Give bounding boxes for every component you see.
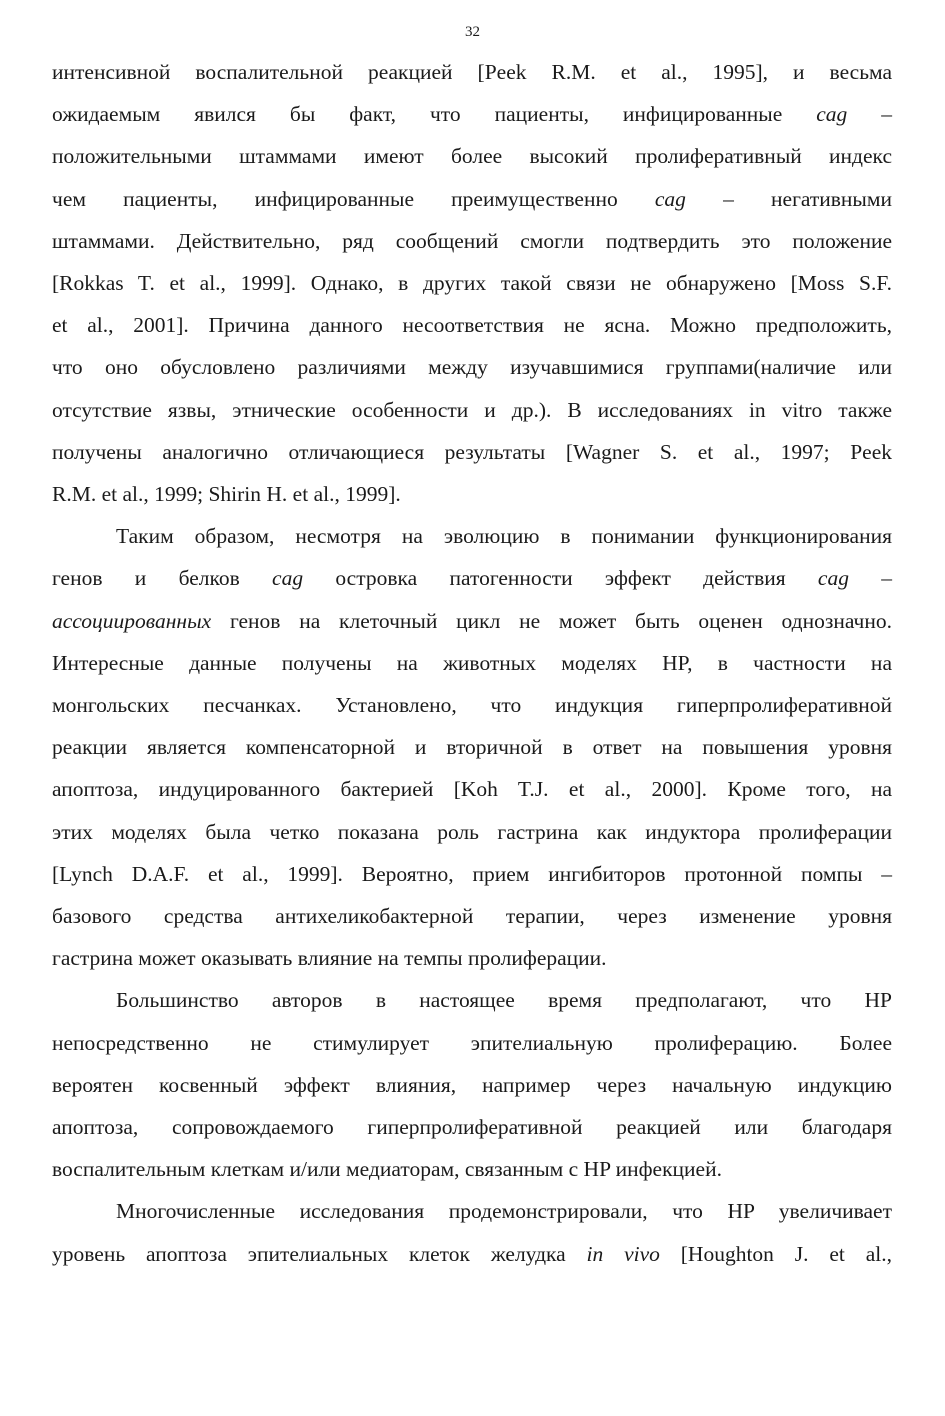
- text-run: этих моделях была четко показана роль гастрина как индуктора пролиферации: [52, 819, 892, 844]
- text-line: [52, 515, 892, 557]
- text-line: [52, 1233, 892, 1275]
- text-line: [52, 1022, 892, 1064]
- paragraph: [52, 979, 892, 1190]
- italic-term: ассоциированных: [52, 608, 212, 633]
- italic-term: cag: [654, 186, 686, 211]
- paragraph: [52, 1190, 892, 1274]
- text-line: [52, 262, 892, 304]
- text-run: гастрина может оказывать влияние на темпы пролиферации.: [52, 946, 607, 971]
- text-line: [52, 768, 892, 810]
- text-run: [Rokkas T. et al., 1999]. Однако, в других такой связи не обнаружено [Moss S.F.: [52, 271, 892, 296]
- text-run: штаммами. Действительно, ряд сообщений смогли подтвердить это положение: [52, 228, 892, 253]
- text-run: реакции является компенсаторной и вторичной в ответ на повышения уровня: [52, 735, 892, 760]
- document-body: [52, 51, 892, 1275]
- text-line: [52, 473, 892, 515]
- text-run: Большинство авторов в настоящее время предполагают, что HP: [116, 988, 892, 1013]
- text-line: [52, 895, 892, 937]
- text-run: апоптоза, индуцированного бактерией [Koh T.J. et al., 2000]. Кроме того, на: [52, 777, 892, 802]
- text-line: [52, 93, 892, 135]
- text-line: [52, 937, 892, 979]
- text-run: монгольских песчанках. Установлено, что индукция гиперпролиферативной: [52, 693, 892, 718]
- text-run: вероятен косвенный эффект влияния, например через начальную индукцию: [52, 1072, 892, 1097]
- text-line: [52, 304, 892, 346]
- text-run: [Houghton J. et al.,: [659, 1241, 892, 1266]
- text-line: [52, 178, 892, 220]
- text-line: [52, 1148, 892, 1190]
- text-run: [Lynch D.A.F. et al., 1999]. Вероятно, прием ингибиторов протонной помпы –: [52, 861, 892, 886]
- italic-term: cag: [817, 566, 849, 591]
- text-run: непосредственно не стимулирует эпителиальную пролиферацию. Более: [52, 1030, 892, 1055]
- text-run: R.M. et al., 1999; Shirin H. et al., 1999].: [52, 482, 401, 507]
- text-run: получены аналогично отличающиеся результаты [Wagner S. et al., 1997; Peek: [52, 439, 892, 464]
- text-run: генов и белков: [52, 566, 273, 591]
- text-run: Интересные данные получены на животных моделях HP, в частности на: [52, 650, 892, 675]
- text-run: апоптоза, сопровождаемого гиперпролиферативной реакцией или благодаря: [52, 1115, 892, 1140]
- text-run: интенсивной воспалительной реакцией [Peek R.M. et al., 1995], и весьма: [52, 60, 892, 84]
- italic-term: cag: [816, 102, 848, 127]
- text-line: [52, 1190, 892, 1232]
- text-line: [52, 979, 892, 1021]
- text-line: [52, 431, 892, 473]
- text-run: что оно обусловлено различиями между изучавшимися группами(наличие или: [52, 355, 892, 380]
- italic-term: cag: [272, 566, 304, 591]
- text-run: Таким образом, несмотря на эволюцию в понимании функционирования: [116, 524, 892, 549]
- paragraph: [52, 51, 892, 515]
- italic-term: in vivo: [586, 1241, 660, 1266]
- text-run: – негативными: [685, 186, 892, 211]
- text-line: [52, 51, 892, 93]
- paragraph: [52, 515, 892, 979]
- text-run: чем пациенты, инфицированные преимущественно: [52, 186, 655, 211]
- text-line: [52, 642, 892, 684]
- text-run: et al., 2001]. Причина данного несоответствия не ясна. Можно предположить,: [52, 313, 892, 338]
- text-line: [52, 135, 892, 177]
- text-line: [52, 1064, 892, 1106]
- text-run: отсутствие язвы, этнические особенности и др.). В исследованиях in vitro также: [52, 397, 892, 422]
- text-run: Многочисленные исследования продемонстрировали, что HP увеличивает: [116, 1199, 892, 1224]
- text-line: [52, 346, 892, 388]
- text-run: –: [847, 102, 893, 127]
- text-run: воспалительным клеткам и/или медиаторам, связанным с HP инфекцией.: [52, 1157, 722, 1182]
- text-line: [52, 811, 892, 853]
- text-run: островка патогенности эффект действия: [303, 566, 818, 591]
- text-line: [52, 1106, 892, 1148]
- text-line: [52, 726, 892, 768]
- text-line: [52, 853, 892, 895]
- text-line: [52, 389, 892, 431]
- text-line: [52, 600, 892, 642]
- text-line: [52, 684, 892, 726]
- text-run: –: [848, 566, 893, 591]
- text-line: [52, 220, 892, 262]
- text-run: ожидаемым явился бы факт, что пациенты, инфицированные: [52, 102, 817, 127]
- text-line: [52, 557, 892, 599]
- text-run: базового средства антихеликобактерной терапии, через изменение уровня: [52, 904, 892, 929]
- text-run: положительными штаммами имеют более высокий пролиферативный индекс: [52, 144, 892, 169]
- text-run: уровень апоптоза эпителиальных клеток желудка: [52, 1241, 587, 1266]
- text-run: генов на клеточный цикл не может быть оценен однозначно.: [211, 608, 892, 633]
- page-number: 32: [465, 24, 480, 40]
